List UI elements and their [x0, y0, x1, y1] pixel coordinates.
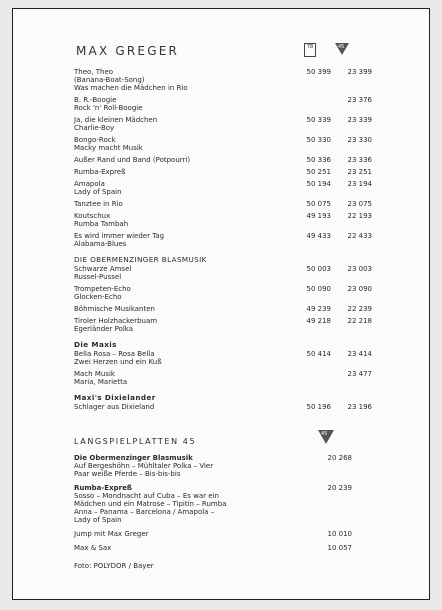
lp-entry: Rumba-Expreß Sosso – Mondnacht auf Cuba – Es war ein Mädchen und ein Matrose – Tipitin – Rumba Anna – Panama – Barcelona / Amapola – Lady of Spain 20 239 — [74, 484, 352, 524]
song-title: Amapola Lady of Spain — [74, 180, 122, 196]
lp-list — [74, 454, 374, 552]
song-entry — [74, 232, 374, 248]
song-title: Rumba-Expreß — [74, 168, 126, 176]
section-heading: DIE OBERMENZINGER BLASMUSIK — [74, 255, 207, 264]
song-entry — [74, 96, 374, 112]
catalog-number-78: 50 414 — [306, 350, 331, 358]
catalog-number-45: 23 477 — [347, 370, 372, 378]
song-entry — [74, 305, 374, 313]
song-title: B. R.-Boogie Rock 'n' Roll-Boogie — [74, 96, 143, 112]
song-entry — [74, 212, 374, 228]
song-title: Schwarze Amsel Russel-Pussel — [74, 265, 132, 281]
catalog-number-45: 22 193 — [347, 212, 372, 220]
catalog-number-78: 50 399 — [306, 68, 331, 76]
catalog-number-45: 23 414 — [347, 350, 372, 358]
lp-catalog-number: 10 010 — [327, 530, 352, 538]
song-entry — [74, 136, 374, 152]
lp-catalog-number: 10 057 — [327, 544, 352, 552]
song-title: Bongo-Rock Macky macht Musik — [74, 136, 143, 152]
catalog-number-45: 23 336 — [347, 156, 372, 164]
song-entry — [74, 317, 374, 333]
catalog-number-78: 49 218 — [306, 317, 331, 325]
record-45-icon: 45 — [335, 43, 349, 55]
song-entry — [74, 156, 374, 164]
lp-entry: Jump mit Max Greger 10 010 — [74, 530, 352, 538]
lp-catalog-number: 20 268 — [327, 454, 352, 462]
catalog-number-45: 23 090 — [347, 285, 372, 293]
catalog-number-45: 23 251 — [347, 168, 372, 176]
song-entry — [74, 116, 374, 132]
section-heading: Maxi's Dixielander — [74, 393, 156, 402]
song-title: Tiroler Holzhackerbuam Egerländer Polka — [74, 317, 158, 333]
page-title: MAX GREGER — [76, 44, 180, 58]
song-entry — [74, 168, 374, 176]
catalog-number-78: 50 251 — [306, 168, 331, 176]
song-entry — [74, 350, 374, 366]
catalog-number-45: 22 433 — [347, 232, 372, 240]
catalog-number-78: 50 339 — [306, 116, 331, 124]
section-heading: Die Maxis — [74, 340, 117, 349]
song-title: Bella Rosa – Rosa Bella Zwei Herzen und ein Kuß — [74, 350, 162, 366]
song-entry — [74, 68, 374, 92]
catalog-number-78: 50 090 — [306, 285, 331, 293]
photo-credit: Foto: POLYDOR / Bayer — [74, 562, 154, 570]
song-title: Böhmische Musikanten — [74, 305, 155, 313]
song-entry — [74, 285, 374, 301]
catalog-number-45: 23 075 — [347, 200, 372, 208]
catalog-number-78: 49 433 — [306, 232, 331, 240]
song-title: Koutschux Rumba Tambah — [74, 212, 129, 228]
song-title: Mach Musik Maria, Marietta — [74, 370, 128, 386]
lp-entry: Die Obermenzinger Blasmusik Auf Bergeshöhn – Mühltaler Polka – Vier Paar weiße Pferde – Bis-bis-bis 20 268 — [74, 454, 352, 478]
song-entry — [74, 180, 374, 196]
catalog-number-45: 23 003 — [347, 265, 372, 273]
song-title: Trompeten-Echo Glocken-Echo — [74, 285, 131, 301]
song-title: Ja, die kleinen Mädchen Charlie-Boy — [74, 116, 158, 132]
catalog-number-78: 50 075 — [306, 200, 331, 208]
catalog-number-78: 50 336 — [306, 156, 331, 164]
song-title: Es wird immer wieder Tag Alabama-Blues — [74, 232, 165, 248]
song-title: Außer Rand und Band (Potpourri) — [74, 156, 191, 164]
song-entry — [74, 403, 374, 411]
catalog-number-78: 49 193 — [306, 212, 331, 220]
catalog-number-45: 22 218 — [347, 317, 372, 325]
song-title: Schlager aus Dixieland — [74, 403, 155, 411]
catalog-number-78: 50 003 — [306, 265, 331, 273]
song-entry — [74, 265, 374, 281]
catalog-number-45: 22 239 — [347, 305, 372, 313]
lp-title-text: Rumba-Expreß — [74, 484, 132, 492]
lp-title: LANGSPIELPLATTEN 45 — [74, 437, 197, 446]
record-78-icon: 78 — [304, 43, 316, 57]
song-entry — [74, 370, 374, 386]
song-entry — [74, 200, 374, 208]
catalog-number-78: 50 330 — [306, 136, 331, 144]
catalog-number-78: 49 239 — [306, 305, 331, 313]
song-list — [74, 68, 374, 411]
catalog-number-45: 23 399 — [347, 68, 372, 76]
lp-catalog-number: 20 239 — [327, 484, 352, 492]
lp-45-icon: 45 — [318, 430, 334, 444]
catalog-number-45: 23 194 — [347, 180, 372, 188]
catalog-number-45: 23 196 — [347, 403, 372, 411]
catalog-number-45: 23 339 — [347, 116, 372, 124]
catalog-number-45: 23 376 — [347, 96, 372, 104]
lp-title-text: Die Obermenzinger Blasmusik — [74, 454, 193, 462]
catalog-number-78: 50 196 — [306, 403, 331, 411]
lp-entry: Max & Sax 10 057 — [74, 544, 352, 552]
song-title: Theo, Theo (Banana-Boat-Song) Was machen die Mädchen in Rio — [74, 68, 188, 92]
catalog-number-45: 23 330 — [347, 136, 372, 144]
catalog-number-78: 50 194 — [306, 180, 331, 188]
song-title: Tanztee in Rio — [74, 200, 123, 208]
